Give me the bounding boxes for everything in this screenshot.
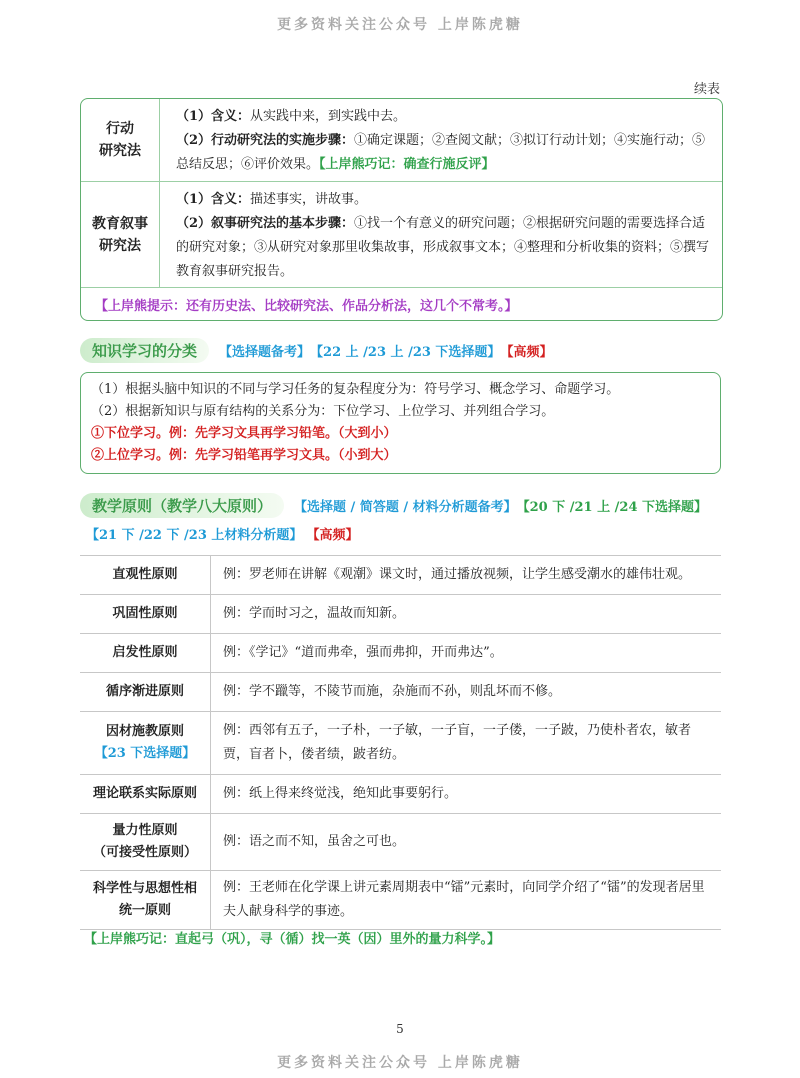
principle-name-text: 循序渐进原则	[105, 684, 184, 699]
principle-name	[80, 871, 211, 929]
exam-tag: 【选择题备考】	[219, 344, 311, 360]
table-row	[80, 556, 721, 595]
memory-tip: 【上岸熊巧记：确查行施反评】	[319, 157, 495, 172]
exam-tag: 【选择题 / 简答题 / 材料分析题备考】	[294, 499, 517, 515]
principle-name	[80, 556, 211, 594]
years-tag: 【21 下 /22 下 /23 上材料分析题】	[86, 528, 303, 543]
frequency-tag: 【高频】	[500, 344, 553, 360]
principles-table	[80, 555, 721, 930]
principle-example: 例：罗老师在讲解《观潮》课文时，通过播放视频，让学生感受潮水的雄伟壮观。	[223, 567, 692, 582]
page-number: 5	[396, 1022, 404, 1036]
principle-name-text: 统一原则	[118, 903, 171, 918]
knowledge-box	[80, 372, 721, 474]
table-row	[80, 775, 721, 814]
principle-name	[80, 673, 211, 711]
table-row	[80, 673, 721, 712]
table-row	[80, 595, 721, 634]
table-row	[80, 814, 721, 871]
knowledge-line: （2）根据新知识与原有结构的关系分为：下位学习、上位学习、并列组合学习。	[91, 404, 555, 419]
knowledge-line: （1）根据头脑中知识的不同与学习任务的复杂程度分为：符号学习、概念学习、命题学习。	[91, 382, 620, 397]
principle-name-text: 量力性原则	[112, 823, 178, 838]
row-label	[81, 182, 160, 287]
item-prefix: （2）行动研究法的实施步骤：	[176, 133, 355, 148]
principle-name-text: 直观性原则	[112, 567, 178, 582]
principle-example: 例：学而时习之，温故而知新。	[223, 606, 406, 621]
item-text: ①确定课题；②查阅文献；③拟订行动计划；④实施行动；⑤总结反思；⑥评价效果。	[176, 133, 706, 172]
principle-example: 例：王老师在化学课上讲元素周期表中“镭”元素时，向同学介绍了“镭”的发现者居里夫人献身科学的事迹。	[223, 880, 705, 919]
principle-name	[80, 595, 211, 633]
principle-name-text: 因材施教原则	[105, 724, 184, 739]
label-line: 教育叙事	[92, 215, 148, 232]
table-row	[80, 871, 721, 929]
label-line: 研究法	[99, 237, 141, 254]
item-text: 从实践中来，到实践中去。	[250, 109, 407, 124]
principle-name	[80, 712, 211, 774]
principle-example: 例：语之而不知，虽舍之可也。	[223, 834, 406, 849]
row-content	[160, 99, 722, 181]
table-row	[80, 634, 721, 673]
principle-name-text: 启发性原则	[112, 645, 178, 660]
footer-banner: 更多资料关注公众号 上岸陈虎糖	[277, 1055, 523, 1071]
years-tag: 【22 上 /23 上 /23 下选择题】	[310, 344, 501, 360]
section-tags-line2	[86, 524, 359, 543]
years-tag: 【20 下 /21 上 /24 下选择题】	[516, 499, 708, 515]
knowledge-example: ①下位学习。例：先学习文具再学习铅笔。（大到小）	[91, 426, 397, 441]
principle-name	[80, 814, 211, 870]
principle-example: 例：《学记》“道而弗牵，强而弗抑，开而弗达”。	[223, 645, 503, 660]
item-text: ①找一个有意义的研究问题；②根据研究问题的需要选择合适的研究对象；③从研究对象那里收集故事，形成叙事文本；④整理和分析收集的资料；⑤撰写教育叙事研究报告。	[176, 216, 710, 279]
principles-memory-tip: 【上岸熊巧记：直起弓（巩），寻（循）找一英（因）里外的量力科学。】	[84, 932, 501, 947]
section-heading-principles	[80, 492, 707, 518]
principle-name-text: 理论联系实际原则	[92, 786, 197, 801]
row-label	[81, 99, 160, 181]
section-title: 教学原则（教学八大原则）	[80, 493, 284, 518]
principle-name-text: （可接受性原则）	[92, 845, 197, 860]
principle-example: 例：纸上得来终觉浅，绝知此事要躬行。	[223, 786, 458, 801]
section-heading-knowledge	[80, 337, 552, 363]
table-row	[81, 99, 722, 182]
principle-example: 例：学不躐等，不陵节而施，杂施而不孙，则乱坏而不修。	[223, 684, 562, 699]
research-tip: 【上岸熊提示：还有历史法、比较研究法、作品分析法，这几个不常考。】	[95, 298, 518, 314]
section-title: 知识学习的分类	[80, 338, 209, 363]
header-banner: 更多资料关注公众号 上岸陈虎糖	[277, 17, 523, 33]
principle-name-text: 科学性与思想性相	[92, 881, 197, 896]
item-prefix: （1）含义：	[176, 192, 251, 207]
row-content	[160, 182, 722, 287]
item-text: 描述事实，讲故事。	[250, 192, 368, 207]
principle-name	[80, 775, 211, 813]
item-prefix: （2）叙事研究法的基本步骤：	[176, 216, 355, 231]
table-row	[80, 712, 721, 775]
principle-year-tag: 【23 下选择题】	[94, 746, 196, 761]
label-line: 行动	[106, 121, 134, 137]
knowledge-example: ②上位学习。例：先学习铅笔再学习文具。（小到大）	[91, 448, 397, 463]
frequency-tag: 【高频】	[306, 528, 359, 543]
label-line: 研究法	[99, 143, 141, 159]
principle-name-text: 巩固性原则	[112, 606, 178, 621]
principle-name	[80, 634, 211, 672]
table-row	[81, 182, 722, 288]
item-prefix: （1）含义：	[176, 109, 251, 124]
research-methods-table	[80, 98, 723, 321]
principle-example: 例：西邻有五子，一子朴，一子敏，一子盲，一子偻，一子跛，乃使朴者农，敏者贾，盲者卜，偻者绩，跛者纺。	[223, 723, 692, 762]
continued-label: 续表	[693, 82, 720, 97]
